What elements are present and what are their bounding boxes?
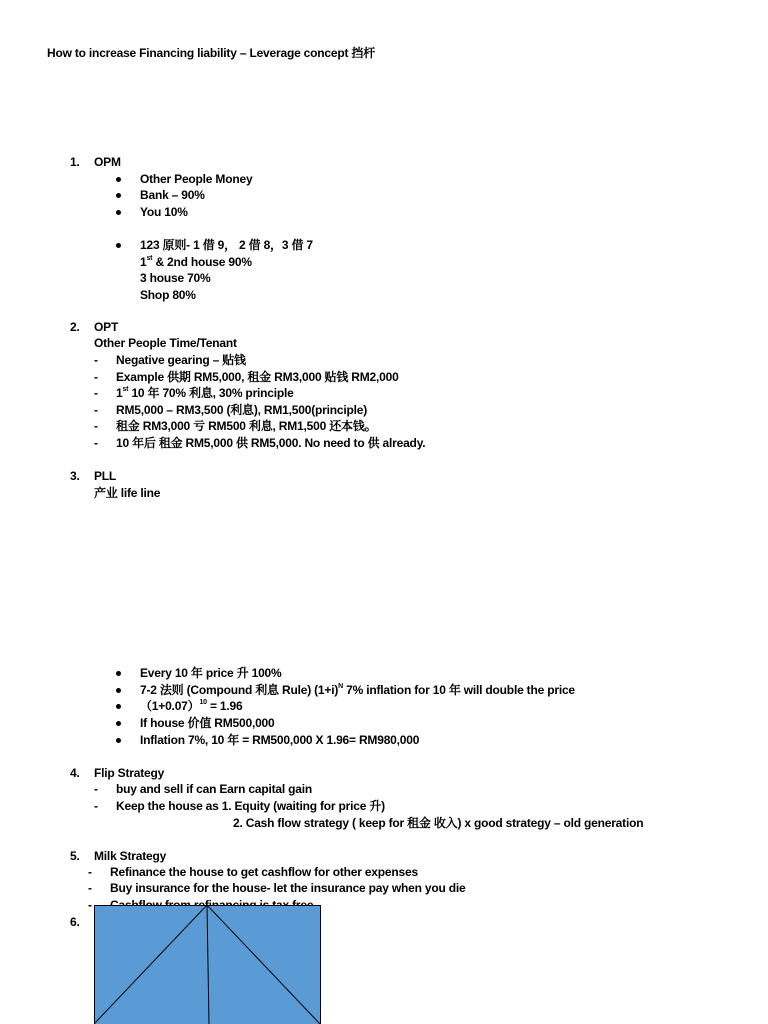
bullet-icon	[116, 177, 121, 182]
dash-marker: -	[88, 881, 92, 895]
section-5-heading: Milk Strategy	[94, 849, 167, 863]
list-item-shop: Shop 80%	[140, 288, 196, 302]
list-item: Example 供期 RM5,000, 租金 RM3,000 贴钱 RM2,000	[116, 370, 399, 384]
dash-marker: -	[94, 353, 98, 367]
section-3-subheading: 产业 life line	[94, 486, 161, 500]
section-1-number: 1.	[70, 155, 80, 169]
section-1-heading: OPM	[94, 155, 121, 169]
bullet-icon	[116, 671, 121, 676]
list-item: 10 年后 租金 RM5,000 供 RM5,000. No need to 供 already.	[116, 436, 426, 450]
list-item: Other People Money	[140, 172, 253, 186]
section-2-heading: OPT	[94, 320, 119, 334]
dash-marker: -	[94, 799, 98, 813]
list-item: Keep the house as 1. Equity (waiting for price 升)	[116, 799, 385, 813]
list-item: Buy insurance for the house- let the insurance pay when you die	[110, 881, 466, 895]
list-item: Bank – 90%	[140, 188, 205, 202]
dash-marker: -	[94, 419, 98, 433]
list-item: RM5,000 – RM3,500 (利息), RM1,500(principle)	[116, 403, 368, 417]
list-item: Every 10 年 price 升 100%	[140, 666, 282, 680]
bullet-icon	[116, 738, 121, 743]
list-item-continuation: 2. Cash flow strategy ( keep for 租金 收入) x good strategy – old generation	[233, 816, 644, 830]
section-4-number: 4.	[70, 766, 80, 780]
section-5-number: 5.	[70, 849, 80, 863]
bullet-icon	[116, 721, 121, 726]
list-item: 1st 10 年 70% 利息, 30% principle	[116, 386, 294, 400]
dash-marker: -	[94, 782, 98, 796]
dash-marker: -	[94, 403, 98, 417]
list-item: Negative gearing – 贴钱	[116, 353, 246, 367]
list-item: If house 价值 RM500,000	[140, 716, 275, 730]
list-item: 租金 RM3,000 亏 RM500 利息, RM1,500 还本钱。	[116, 419, 377, 433]
list-item: buy and sell if can Earn capital gain	[116, 782, 312, 796]
bullet-icon	[116, 243, 121, 248]
bullet-icon	[116, 688, 121, 693]
section-6-number: 6.	[70, 915, 80, 929]
list-item: $(1+0.07)^{10} = 1.96$	[140, 699, 243, 713]
list-item-rule: 123 原则- 1 借 9， 2 借 8，3 借 7	[140, 238, 313, 252]
section-2-subheading: Other People Time/Tenant	[94, 336, 237, 350]
triangle-diagram	[94, 905, 322, 1024]
list-item-house12: 1st & 2nd house 90%	[140, 255, 252, 269]
page-title: How to increase Financing liability – Leverage concept 挡杆	[47, 46, 376, 60]
dash-marker: -	[88, 898, 92, 912]
list-item: You 10%	[140, 205, 188, 219]
bullet-icon	[116, 704, 121, 709]
list-item: 7-2 法则 (Compound 利息 Rule) $(1+i)^N$ 7% inflation for 10 年 will double the price	[140, 683, 575, 697]
list-item: Refinance the house to get cashflow for other expenses	[110, 865, 418, 879]
section-2-number: 2.	[70, 320, 80, 334]
bullet-icon	[116, 210, 121, 215]
section-4-heading: Flip Strategy	[94, 766, 165, 780]
section-3-number: 3.	[70, 469, 80, 483]
section-3-heading: PLL	[94, 469, 117, 483]
list-item-house3: 3 house 70%	[140, 271, 211, 285]
dash-marker: -	[88, 865, 92, 879]
dash-marker: -	[94, 370, 98, 384]
list-item: Inflation 7%, 10 年 = RM500,000 X 1.96= RM980,000	[140, 733, 420, 747]
dash-marker: -	[94, 386, 98, 400]
bullet-icon	[116, 193, 121, 198]
dash-marker: -	[94, 436, 98, 450]
